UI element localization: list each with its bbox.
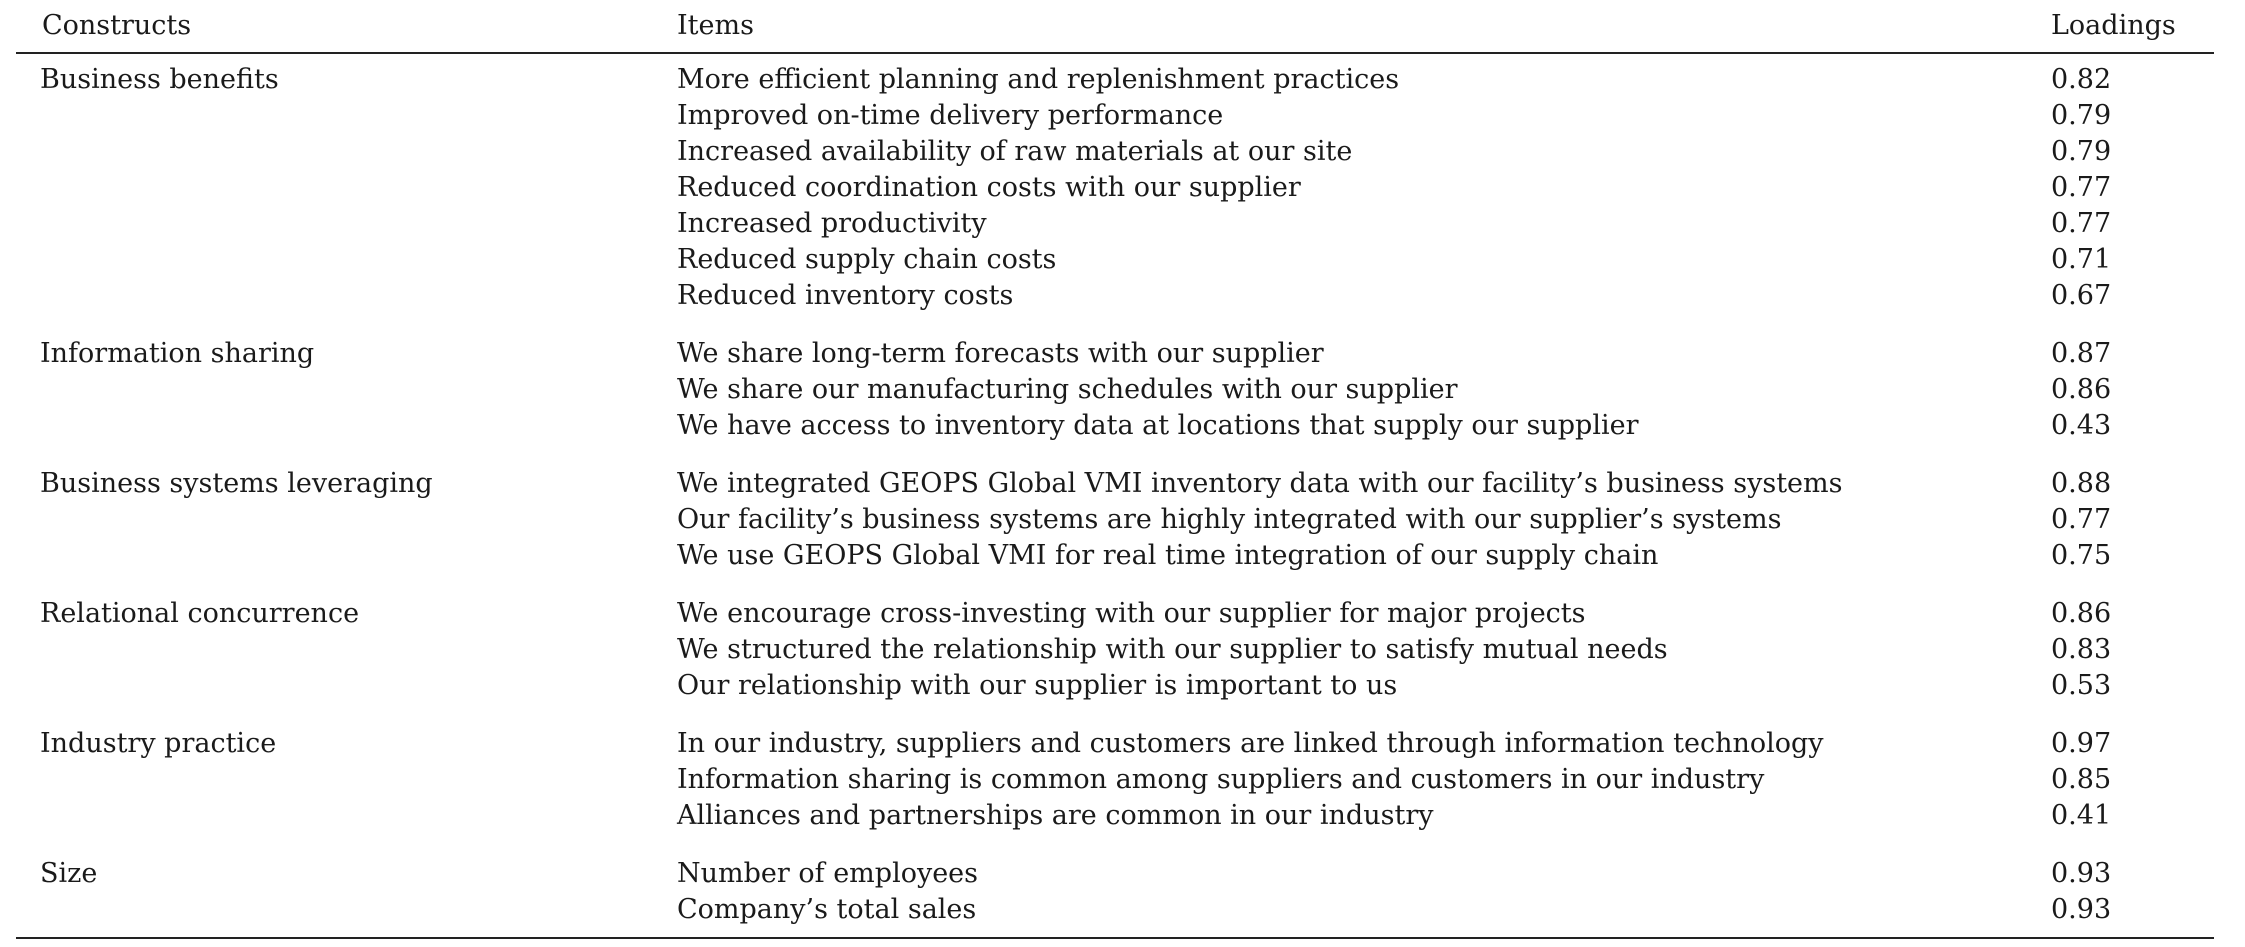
item-cell: Information sharing is common among suppliers and customers in our industry xyxy=(677,764,1765,795)
table-row xyxy=(16,98,2214,134)
table-row xyxy=(16,798,2214,848)
construct-group xyxy=(16,718,2214,848)
loading-cell: 0.79 xyxy=(2051,100,2112,131)
table-row xyxy=(16,458,2214,502)
construct-cell xyxy=(16,668,677,718)
table-row xyxy=(16,848,2214,892)
loading-cell: 0.86 xyxy=(2051,374,2112,405)
table-header xyxy=(16,0,2214,53)
construct-cell xyxy=(16,134,677,170)
construct-cell xyxy=(16,798,677,848)
construct-cell xyxy=(16,502,677,538)
item-cell: Reduced coordination costs with our supplier xyxy=(677,172,1301,203)
header-constructs: Constructs xyxy=(16,0,677,53)
header-row xyxy=(16,0,2214,53)
item-cell: Our facility’s business systems are highly integrated with our supplier’s systems xyxy=(677,504,1782,535)
table-row xyxy=(16,588,2214,632)
construct-group xyxy=(16,848,2214,938)
table-row xyxy=(16,372,2214,408)
table-row xyxy=(16,328,2214,372)
table-row xyxy=(16,170,2214,206)
construct-cell: Relational concurrence xyxy=(40,598,360,629)
item-cell: Number of employees xyxy=(677,858,979,889)
item-cell: Reduced inventory costs xyxy=(677,280,1014,311)
table-row xyxy=(16,892,2214,938)
construct-cell xyxy=(16,278,677,328)
table-row xyxy=(16,502,2214,538)
loading-cell: 0.88 xyxy=(2051,468,2112,499)
item-cell: Improved on-time delivery performance xyxy=(677,100,1224,131)
table-row xyxy=(16,538,2214,588)
loading-cell: 0.79 xyxy=(2051,136,2112,167)
construct-cell xyxy=(16,170,677,206)
construct-group xyxy=(16,53,2214,328)
table-row xyxy=(16,762,2214,798)
item-cell: We structured the relationship with our supplier to satisfy mutual needs xyxy=(677,634,1668,665)
item-cell: Our relationship with our supplier is important to us xyxy=(677,670,1398,701)
table-row xyxy=(16,408,2214,458)
item-cell: We use GEOPS Global VMI for real time integration of our supply chain xyxy=(677,540,1659,571)
loading-cell: 0.83 xyxy=(2051,634,2112,665)
loading-cell: 0.71 xyxy=(2051,244,2112,275)
construct-cell: Business systems leveraging xyxy=(40,468,433,499)
loading-cell: 0.77 xyxy=(2051,208,2112,239)
item-cell: Increased availability of raw materials at our site xyxy=(677,136,1353,167)
construct-cell xyxy=(16,762,677,798)
loading-cell: 0.75 xyxy=(2051,540,2112,571)
item-cell: We share our manufacturing schedules with our supplier xyxy=(677,374,1458,405)
loadings-table xyxy=(16,0,2214,939)
item-cell: More efficient planning and replenishment practices xyxy=(677,64,1400,95)
construct-cell xyxy=(16,206,677,242)
table-row xyxy=(16,242,2214,278)
header-items: Items xyxy=(677,0,2051,53)
loading-cell: 0.85 xyxy=(2051,764,2112,795)
construct-cell xyxy=(16,98,677,134)
item-cell: In our industry, suppliers and customers are linked through information technology xyxy=(677,728,1824,759)
item-cell: Reduced supply chain costs xyxy=(677,244,1057,275)
table-row xyxy=(16,278,2214,328)
loading-cell: 0.67 xyxy=(2051,280,2112,311)
construct-cell xyxy=(16,538,677,588)
item-cell: We encourage cross-investing with our supplier for major projects xyxy=(677,598,1586,629)
table-row xyxy=(16,718,2214,762)
construct-cell: Information sharing xyxy=(40,338,315,369)
construct-group xyxy=(16,458,2214,588)
construct-group xyxy=(16,588,2214,718)
loading-cell: 0.93 xyxy=(2051,892,2214,938)
loading-cell: 0.43 xyxy=(2051,410,2112,441)
table-row xyxy=(16,134,2214,170)
loading-cell: 0.41 xyxy=(2051,800,2112,831)
item-cell: We share long-term forecasts with our supplier xyxy=(677,338,1324,369)
table-row xyxy=(16,53,2214,98)
table-row xyxy=(16,632,2214,668)
loading-cell: 0.77 xyxy=(2051,172,2112,203)
item-cell: Alliances and partnerships are common in our industry xyxy=(677,800,1434,831)
construct-group xyxy=(16,328,2214,458)
construct-cell: Size xyxy=(40,858,98,889)
table-row xyxy=(16,668,2214,718)
loadings-table-container xyxy=(16,0,2214,939)
construct-cell xyxy=(16,408,677,458)
construct-cell xyxy=(16,892,677,938)
loading-cell: 0.77 xyxy=(2051,504,2112,535)
construct-cell xyxy=(16,632,677,668)
item-cell: Company’s total sales xyxy=(677,892,2051,938)
loading-cell: 0.53 xyxy=(2051,670,2112,701)
item-cell: We have access to inventory data at locations that supply our supplier xyxy=(677,410,1639,441)
table-row xyxy=(16,206,2214,242)
loading-cell: 0.97 xyxy=(2051,728,2112,759)
construct-cell: Business benefits xyxy=(40,64,279,95)
header-loadings: Loadings xyxy=(2051,0,2214,53)
construct-cell xyxy=(16,372,677,408)
loading-cell: 0.86 xyxy=(2051,598,2112,629)
construct-cell xyxy=(16,242,677,278)
item-cell: Increased productivity xyxy=(677,208,987,239)
construct-cell: Industry practice xyxy=(40,728,277,759)
item-cell: We integrated GEOPS Global VMI inventory data with our facility’s business systems xyxy=(677,468,1843,499)
loading-cell: 0.87 xyxy=(2051,338,2112,369)
loading-cell: 0.93 xyxy=(2051,858,2112,889)
loading-cell: 0.82 xyxy=(2051,64,2112,95)
